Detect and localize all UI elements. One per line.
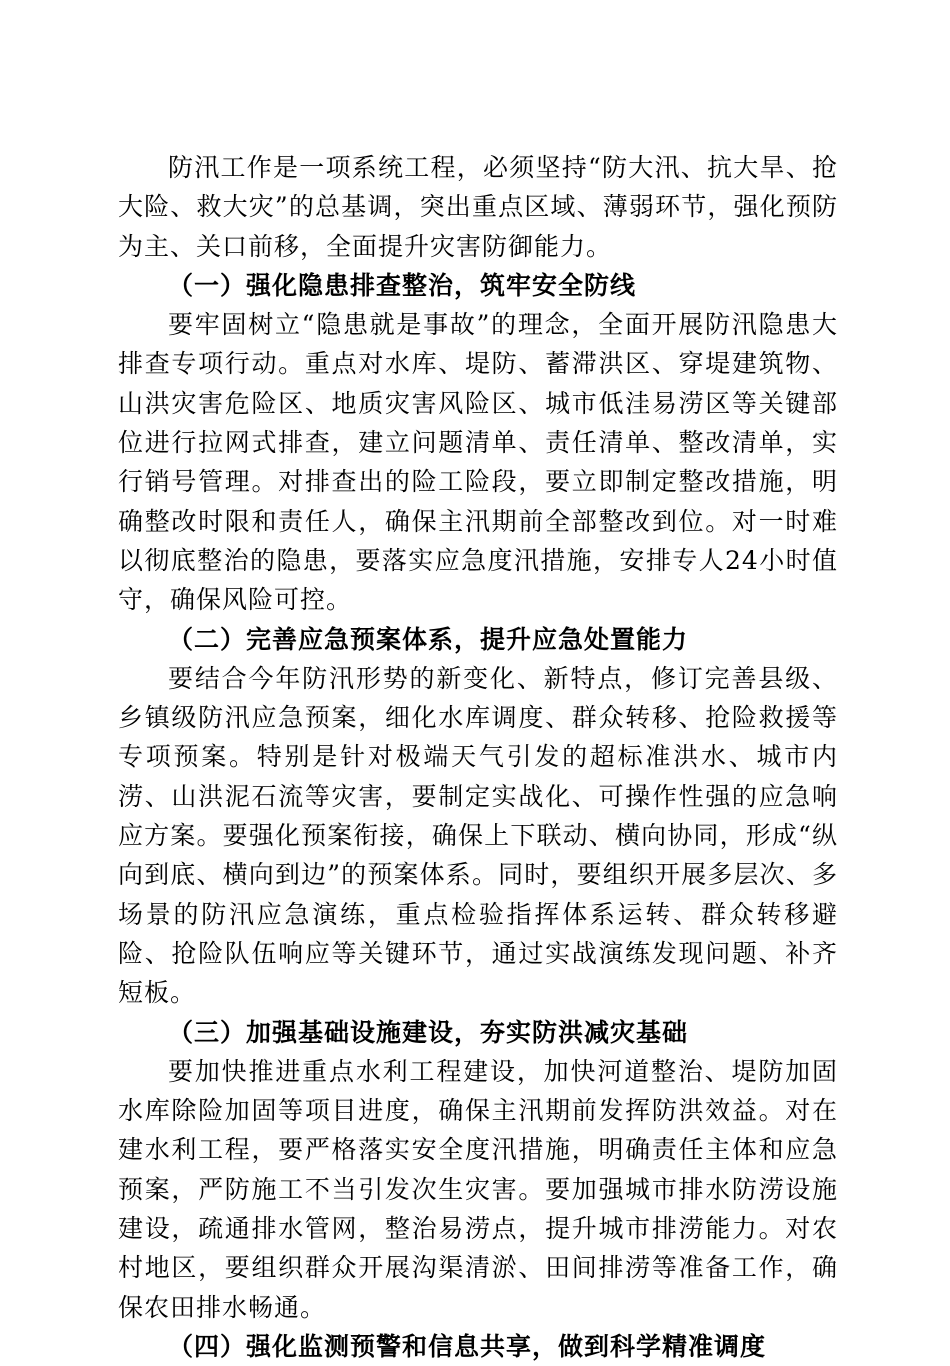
section-heading-4: （四）强化监测预警和信息共享，做到科学精准调度	[168, 1331, 767, 1361]
section-paragraph-3: 要加快推进重点水利工程建设，加快河道整治、堤防加固水库除险加固等项目进度，确保主汛期前发挥防洪效益。对在建水利工程，要严格落实安全度汛措施，明确责任主体和应急预案，严防施工不当引发次生灾害。要加强城市排水防涝设施建设，疏通排水管网，整治易涝点，提升城市排涝能力。对农村地区，要组织群众开展沟渠清淤、田间排涝等准备工作，确保农田排水畅通。	[118, 1056, 838, 1322]
section-heading-2: （二）完善应急预案体系，提升应急处置能力	[168, 624, 689, 654]
section-paragraph-1: 要牢固树立“隐患就是事故”的理念，全面开展防汛隐患大排查专项行动。重点对水库、堤防、蓄滞洪区、穿堤建筑物、山洪灾害危险区、地质灾害风险区、城市低洼易涝区等关键部位进行拉网式排查，建立问题清单、责任清单、整改清单，实行销号管理。对排查出的险工险段，要立即制定整改措施，明确整改时限和责任人，确保主汛期前全部整改到位。对一时难以彻底整治的隐患，要落实应急度汛措施，安排专人24小时值守，确保风险可控。	[118, 310, 838, 615]
section-heading-3: （三）加强基础设施建设，夯实防洪减灾基础	[168, 1017, 689, 1047]
section-paragraph-2: 要结合今年防汛形势的新变化、新特点，修订完善县级、乡镇级防汛应急预案，细化水库调度、群众转移、抢险救援等专项预案。特别是针对极端天气引发的超标准洪水、城市内涝、山洪泥石流等灾害，要制定实战化、可操作性强的应急响应方案。要强化预案衔接，确保上下联动、横向协同，形成“纵向到底、横向到边”的预案体系。同时，要组织开展多层次、多场景的防汛应急演练，重点检验指挥体系运转、群众转移避险、抢险队伍响应等关键环节，通过实战演练发现问题、补齐短板。	[118, 663, 838, 1008]
intro-paragraph: 防汛工作是一项系统工程，必须坚持“防大汛、抗大旱、抢大险、救大灾”的总基调，突出重点区域、薄弱环节，强化预防为主、关口前移，全面提升灾害防御能力。	[118, 153, 838, 261]
section-heading-1: （一）强化隐患排查整治，筑牢安全防线	[168, 270, 637, 300]
document-body	[118, 148, 838, 1366]
